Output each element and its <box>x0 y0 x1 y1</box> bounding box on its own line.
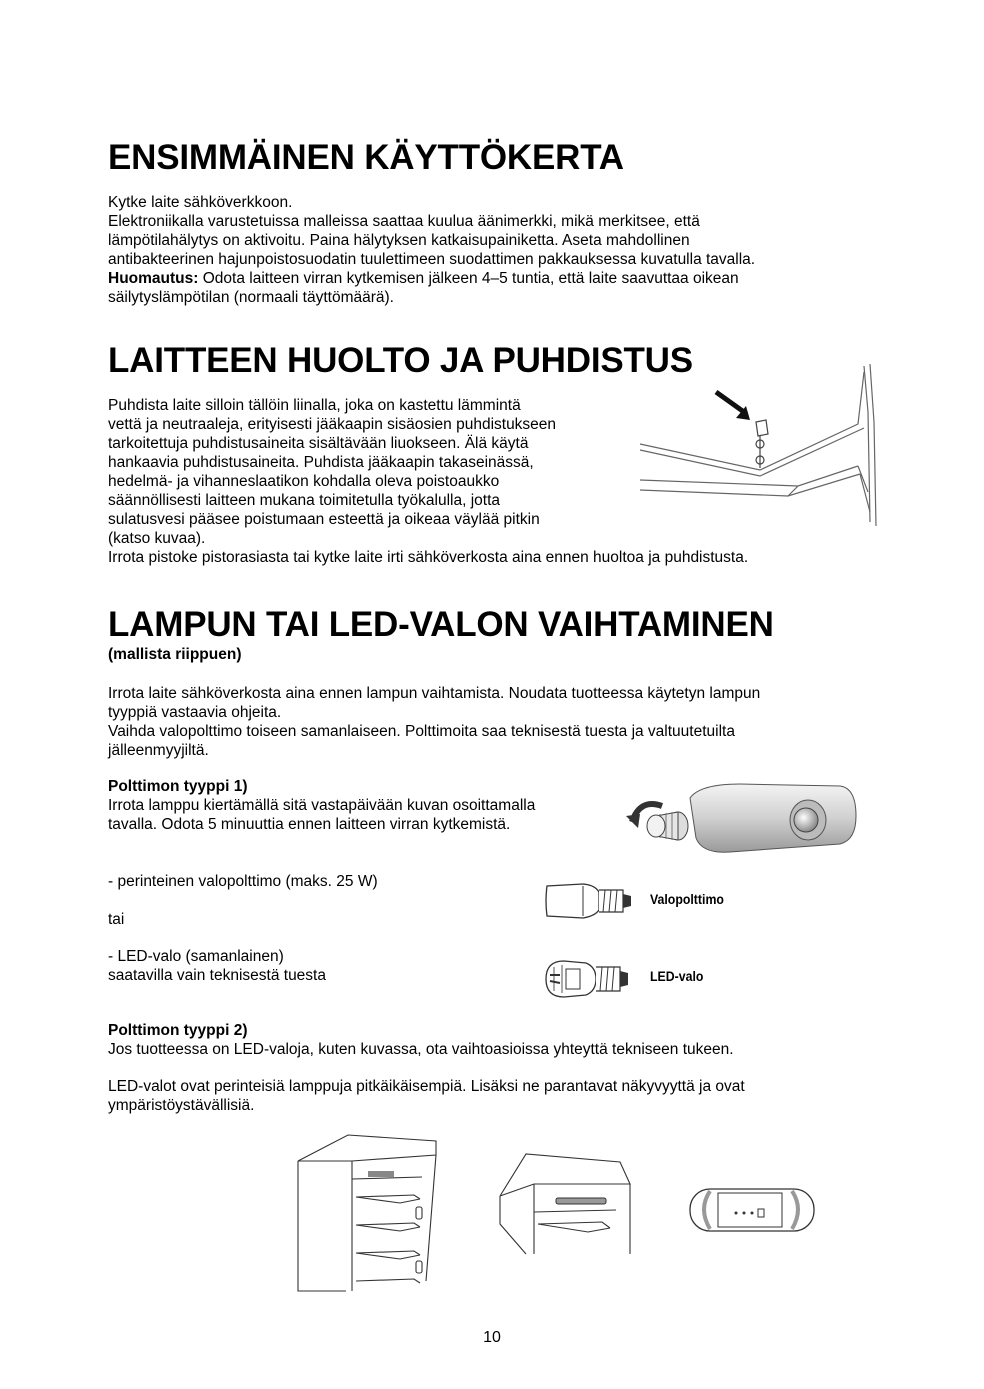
led-module-illustration <box>688 1185 816 1235</box>
type1-heading: Polttimon tyyppi 1) <box>108 778 248 795</box>
text-line: jälleenmyyjiltä. <box>108 742 209 759</box>
type2-heading: Polttimon tyyppi 2) <box>108 1022 248 1039</box>
note-line <box>108 269 755 288</box>
led-strip-icon <box>556 1198 606 1204</box>
section-subtitle: (mallista riippuen) <box>108 646 242 663</box>
bulb-icon <box>794 808 818 832</box>
fridge-led-illustration-small <box>496 1150 636 1256</box>
text-line: hankaavia puhdistusaineita. Puhdista jääkaapin takaseinässä, <box>108 454 534 471</box>
text-line: ympäristöystävällisiä. <box>108 1097 255 1114</box>
drain-tool-icon <box>756 420 768 468</box>
text-line: säilytyslämpötilan (normaali täyttömäärä). <box>108 289 394 306</box>
type1-text <box>108 796 535 834</box>
bulb-base-icon <box>647 812 688 840</box>
led-benefits-text <box>108 1077 745 1115</box>
or-text: tai <box>108 911 125 928</box>
text-line: Elektroniikalla varustetuissa malleissa saattaa kuulua äänimerkki, mikä merkitsee, että <box>108 213 700 230</box>
text-line: tarkoitettuja puhdistusaineita sisältävään liuokseen. Älä käytä <box>108 435 529 452</box>
led-bulb-icon <box>540 957 634 1001</box>
text-line: Irrota lamppu kiertämällä sitä vastapäivään kuvan osoittamalla <box>108 797 536 814</box>
text-line: hedelmä- ja vihanneslaatikon kohdalla oleva poistoaukko <box>108 473 500 490</box>
text-line: (katso kuvaa). <box>108 530 206 547</box>
incandescent-bulb-icon <box>543 880 635 922</box>
bulb-type-text: - perinteinen valopolttimo (maks. 25 W) <box>108 873 378 890</box>
text-line: säännöllisesti laitteen mukana toimitetulla työkalulla, jotta <box>108 492 501 509</box>
text-line: tavalla. Odota 5 minuuttia ennen laitteen virran kytkemistä. <box>108 816 511 833</box>
text-line: tyyppiä vastaavia ohjeita. <box>108 704 282 721</box>
section-title-first-use: ENSIMMÄINEN KÄYTTÖKERTA <box>108 138 624 177</box>
text-line: Vaihda valopolttimo toiseen samanlaiseen. Polttimoita saa teknisestä tuesta ja valtuutetuilta <box>108 723 735 740</box>
text-line: lämpötilahälytys on aktivoitu. Paina hälytyksen katkaisupainiketta. Aseta mahdollinen <box>108 232 690 249</box>
section-title-lamp: LAMPUN TAI LED-VALON VAIHTAMINEN <box>108 605 774 644</box>
arrow-icon <box>716 392 750 420</box>
led-strip-icon <box>368 1171 394 1177</box>
text-line: LED-valot ovat perinteisiä lamppuja pitkäikäisempiä. Lisäksi ne parantavat näkyvyyttä ja ovat <box>108 1078 745 1095</box>
page-number: 10 <box>483 1329 501 1346</box>
led-caption: LED-valo <box>650 968 704 984</box>
text-line: Puhdista laite silloin tällöin liinalla, joka on kastettu lämmintä <box>108 397 521 414</box>
text-line: saatavilla vain teknisestä tuesta <box>108 967 326 984</box>
note-label: Huomautus: <box>108 270 199 287</box>
lamp-intro-text <box>108 684 760 760</box>
text-line: Irrota laite sähköverkosta aina ennen lampun vaihtamista. Noudata tuotteessa käytetyn lampun <box>108 685 761 702</box>
text-line: antibakteerinen hajunpoistosuodatin tuulettimeen suodattimen pakkauksessa kuvatulla tavalla. <box>108 251 756 268</box>
section-title-maintenance: LAITTEEN HUOLTO JA PUHDISTUS <box>108 341 693 380</box>
led-text <box>108 947 326 985</box>
fridge-led-illustration-tall <box>296 1133 440 1293</box>
lamp-housing-illustration <box>620 778 860 860</box>
bulb-caption: Valopolttimo <box>650 891 724 907</box>
text-line: sulatusvesi pääsee poistumaan esteettä ja oikeaa väylää pitkin <box>108 511 540 528</box>
text-line: Kytke laite sähköverkkoon. <box>108 194 293 211</box>
note-text: Odota laitteen virran kytkemisen jälkeen 4–5 tuntia, että laite saavuttaa oikean <box>198 270 739 287</box>
type2-text: Jos tuotteessa on LED-valoja, kuten kuvassa, ota vaihtoasioissa yhteyttä tekniseen tukeen. <box>108 1041 734 1058</box>
text-line: Irrota pistoke pistorasiasta tai kytke laite irti sähköverkosta aina ennen huoltoa ja puhdistusta. <box>108 549 749 566</box>
first-use-text <box>108 193 755 307</box>
text-line: vettä ja neutraaleja, erityisesti jääkaapin sisäosien puhdistukseen <box>108 416 557 433</box>
text-line: - LED-valo (samanlainen) <box>108 948 284 965</box>
drain-hole-illustration <box>638 362 878 528</box>
